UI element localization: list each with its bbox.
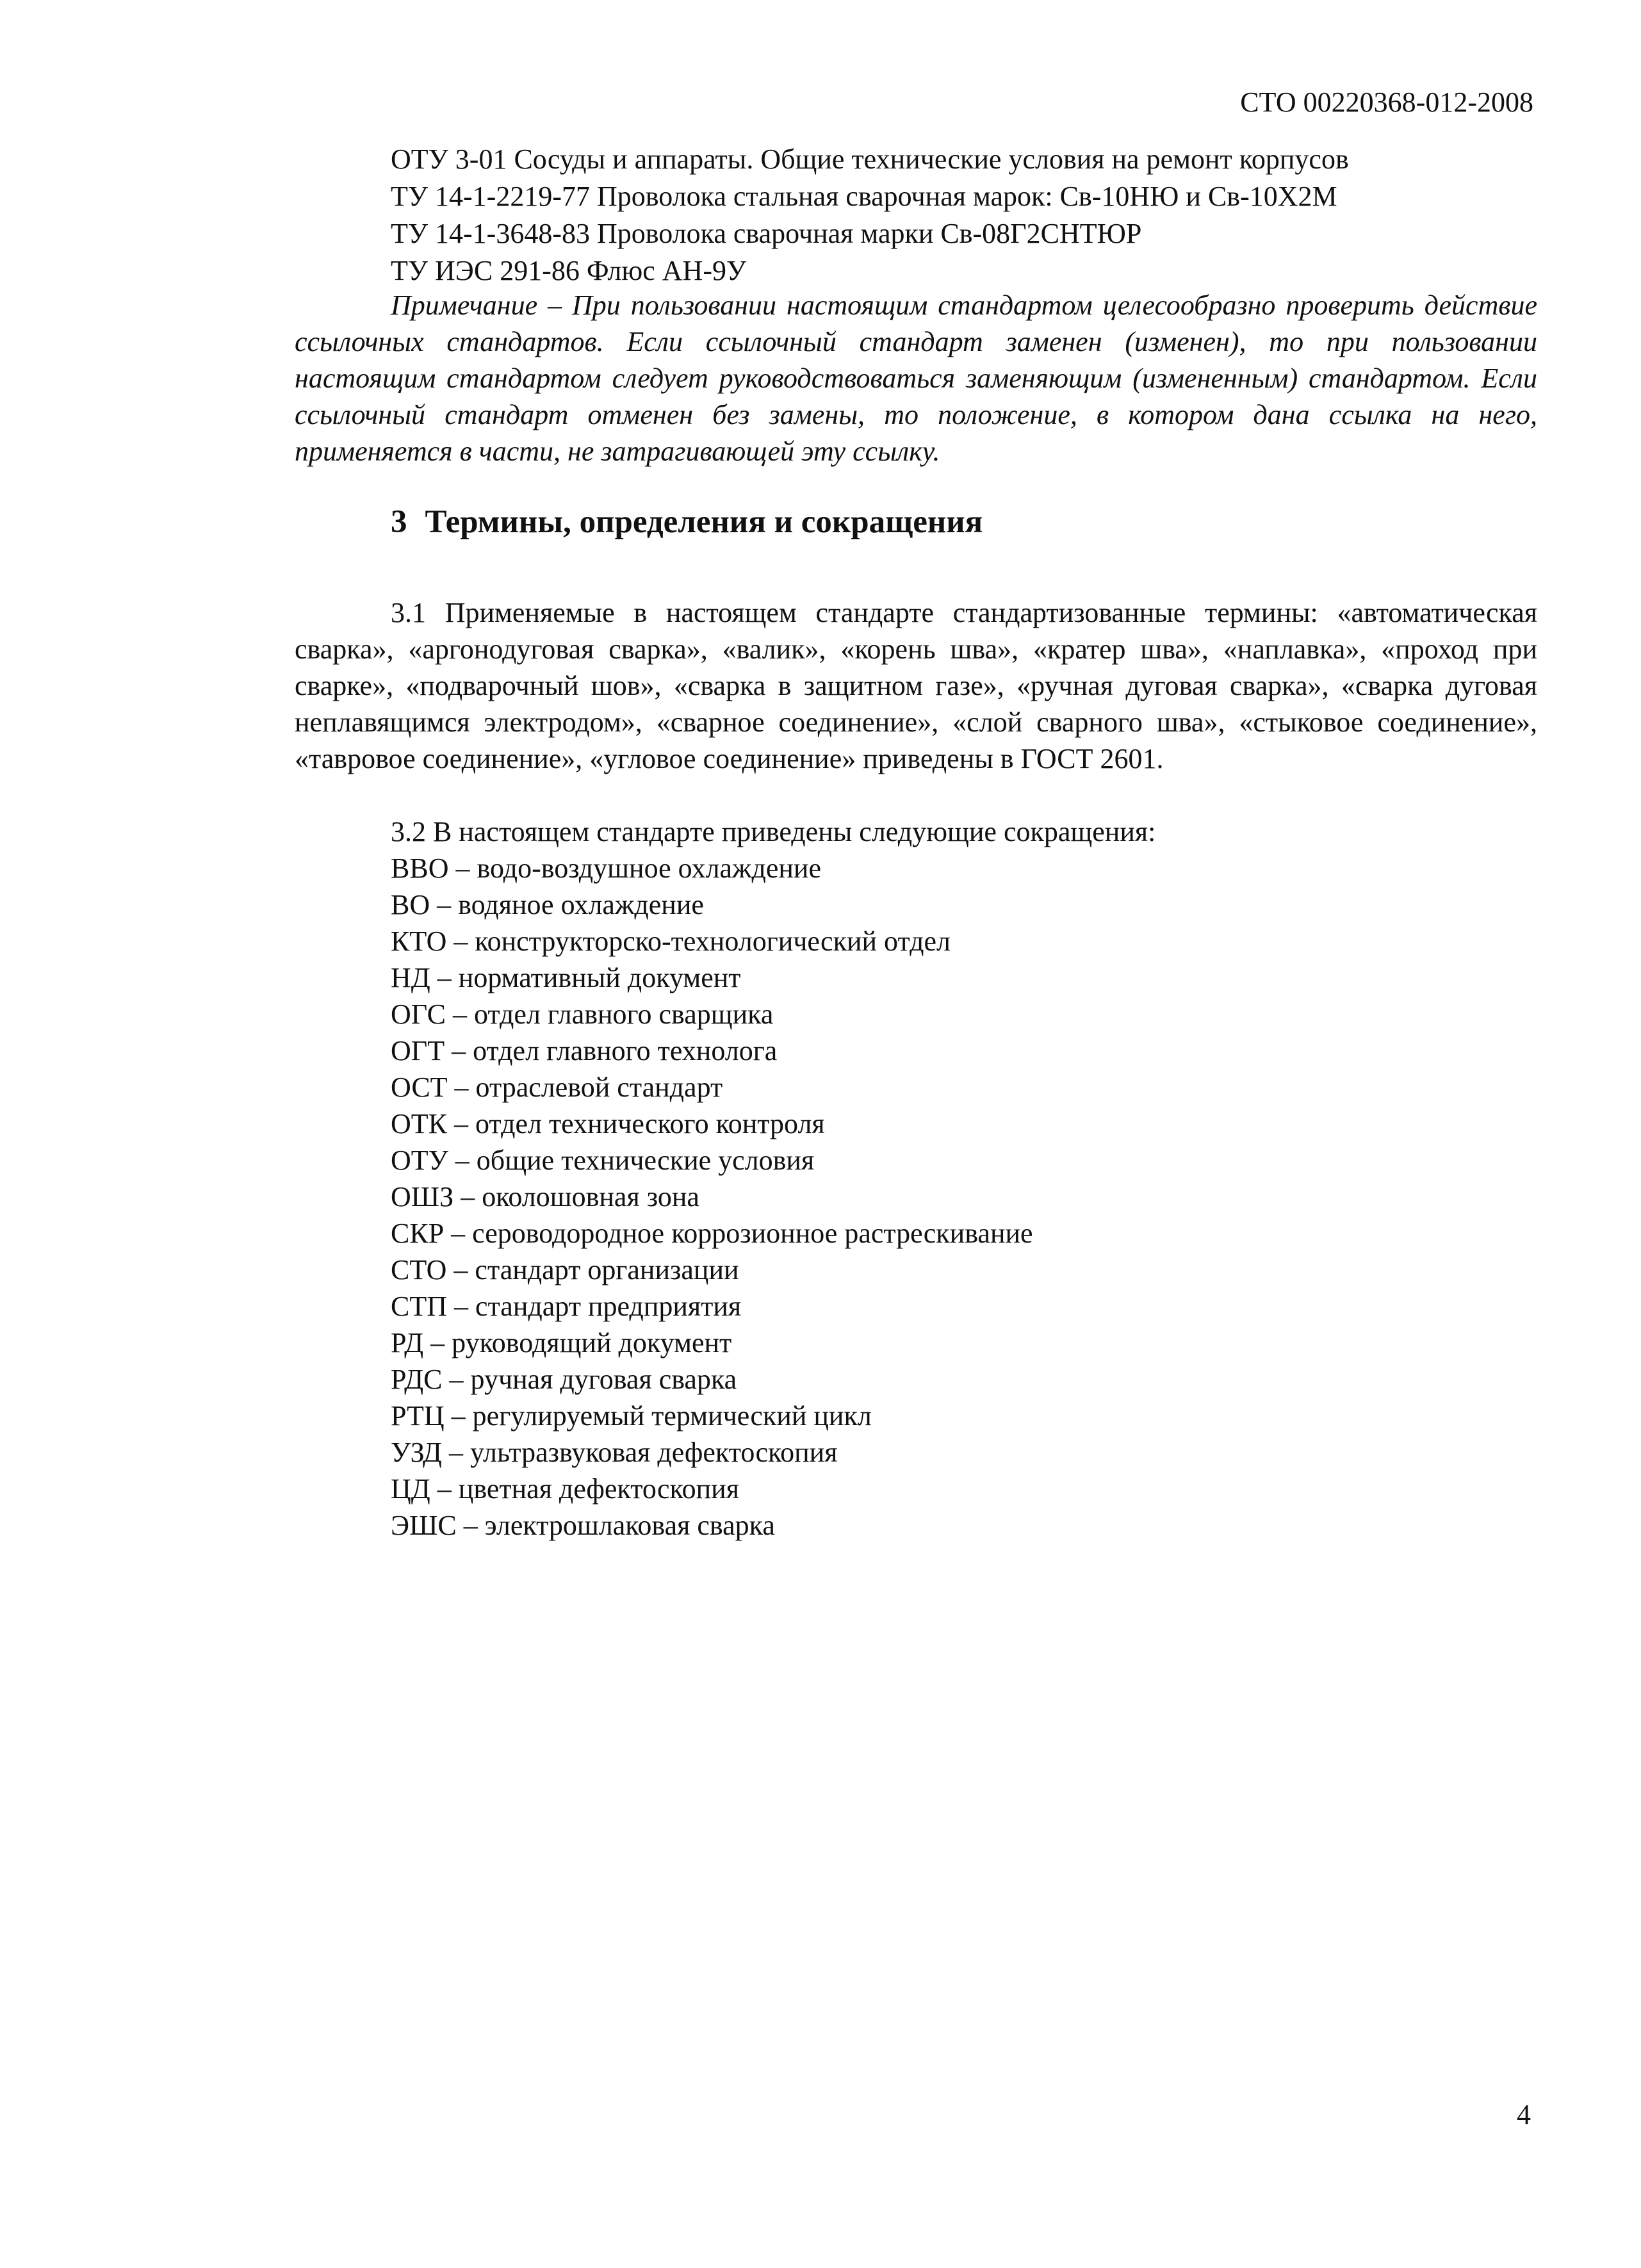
abbreviation-item: СТО – стандарт организации [391, 1254, 739, 1285]
abbreviation-item: УЗД – ультразвуковая дефектоскопия [391, 1437, 838, 1468]
document-code: СТО 00220368-012-2008 [1240, 86, 1533, 118]
abbreviation-item: НД – нормативный документ [391, 962, 741, 993]
abbreviation-item: ОГС – отдел главного сварщика [391, 999, 774, 1030]
abbreviation-item: РД – руководящий документ [391, 1327, 732, 1358]
reference-item: ТУ 14-1-3648-83 Проволока сварочная марки Св-08Г2СНТЮР [391, 218, 1142, 249]
reference-list [391, 141, 1544, 290]
abbreviation-item: ВВО – водо-воздушное охлаждение [391, 853, 821, 884]
abbreviation-item: РТЦ – регулируемый термический цикл [391, 1400, 872, 1432]
section-heading [391, 506, 983, 539]
abbreviation-item: ЦД – цветная дефектоскопия [391, 1473, 739, 1505]
abbreviation-item: КТО – конструкторско-технологический отдел [391, 926, 951, 957]
abbreviation-item: ОТУ – общие технические условия [391, 1145, 815, 1176]
abbreviation-item: СТП – стандарт предприятия [391, 1291, 742, 1322]
abbreviation-item: СКР – сероводородное коррозионное растрескивание [391, 1218, 1033, 1249]
reference-item: ТУ 14-1-2219-77 Проволока стальная сварочная марок: Св-10НЮ и Св-10Х2М [391, 181, 1337, 212]
abbreviation-list [391, 850, 1544, 1544]
section-title: Термины, определения и сокращения [425, 504, 983, 540]
abbreviation-item: ВО – водяное охлаждение [391, 889, 704, 920]
abbreviation-item: ОТК – отдел технического контроля [391, 1108, 825, 1139]
abbreviation-item: ОШЗ – околошовная зона [391, 1181, 699, 1212]
abbreviation-item: ОГТ – отдел главного технолога [391, 1035, 778, 1066]
abbreviation-item: ЭШС – электрошлаковая сварка [391, 1510, 775, 1541]
abbreviation-item: ОСТ – отраслевой стандарт [391, 1072, 723, 1103]
reference-item: ТУ ИЭС 291-86 Флюс АН-9У [391, 255, 747, 286]
note-paragraph: Примечание – При пользовании настоящим стандартом целесообразно проверить действие ссылочных стандартов. Если ссылочный стандарт заменен (изменен), то при пользовании настоящим стандартом следует руководствоваться заменяющим (измененным) стандартом. Если ссылочный стандарт отменен без замены, то положение, в котором дана ссылка на него, применяется в части, не затрагивающей эту ссылку. [295, 290, 1537, 467]
paragraph-3-2: 3.2 В настоящем стандарте приведены следующие сокращения: [391, 816, 1156, 847]
page-number: 4 [1517, 2099, 1531, 2130]
abbreviation-item: РДС – ручная дуговая сварка [391, 1364, 737, 1395]
reference-item: ОТУ 3-01 Сосуды и аппараты. Общие технические условия на ремонт корпусов [391, 143, 1349, 175]
section-number: 3 [391, 504, 407, 540]
paragraph-3-1: 3.1 Применяемые в настоящем стандарте стандартизованные термины: «автоматическая сварка», «аргонодуговая сварка», «валик», «корень шва», «кратер шва», «наплавка», «проход при сварке», «подварочный шов», «сварка в защитном газе», «ручная дуговая сварка», «сварка дуговая неплавящимся электродом», «сварное соединение», «слой сварного шва», «стыковое соединение», «тавровое соединение», «угловое соединение» приведены в ГОСТ 2601. [295, 597, 1537, 774]
